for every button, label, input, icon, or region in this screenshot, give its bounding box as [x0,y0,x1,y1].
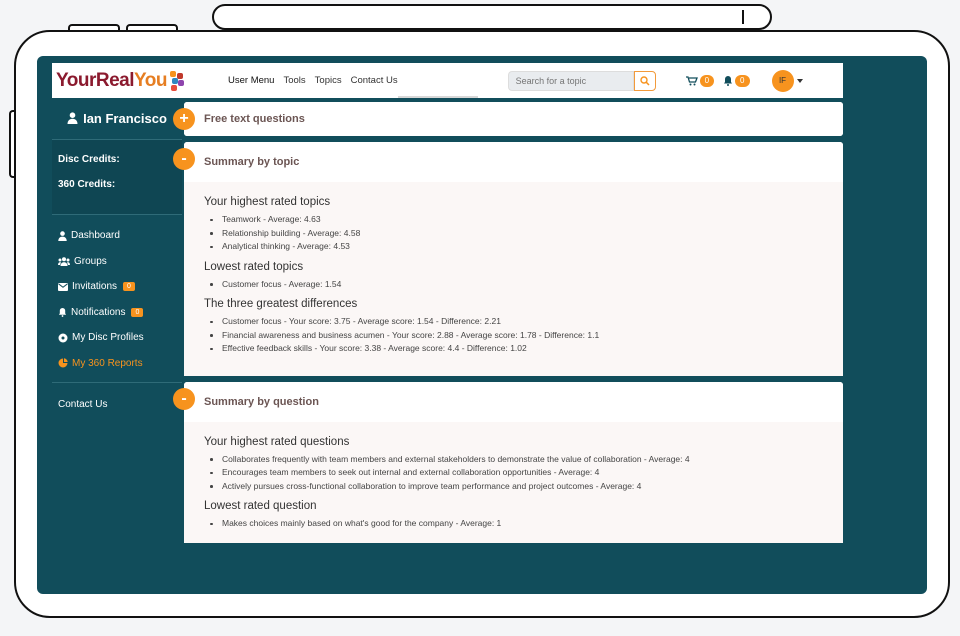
panel-header-summary-by-question[interactable] [181,382,843,422]
panel-body-summary-by-topic [184,182,843,376]
panel-free-text [179,102,843,136]
nav-topics[interactable]: Topics [314,75,342,86]
nav-user-menu[interactable]: User Menu [228,75,275,86]
list-item: Relationship building - Average: 4.58 [204,227,823,241]
sidebar-user [52,102,182,134]
envelope-icon [58,283,68,291]
panel-summary-by-topic [181,142,843,376]
main-nav [228,63,398,98]
bell-icon [58,307,67,317]
sidebar-contact-us[interactable]: Contact Us [58,399,108,410]
lowest-questions-list [204,517,823,531]
sidebar-menu [52,215,182,376]
app-screen [37,56,927,594]
sidebar-item-label: Invitations [72,281,118,293]
user-name: Ian Francisco [83,110,167,126]
list-item: Actively pursues cross-functional collaboration to improve team performance and project outcomes - Average: 4 [204,480,844,494]
lowest-topics-list [204,278,823,292]
pie-chart-icon [58,358,68,368]
sidebar-item-label: My 360 Reports [72,357,143,369]
sidebar-item-label: Dashboard [71,230,120,242]
differences-list [204,315,823,356]
cart-icon [686,76,698,86]
sidebar [52,102,182,594]
disc-credits-label: Disc Credits: [58,154,120,165]
chevron-down-icon[interactable] [797,79,803,83]
list-item: Customer focus - Your score: 3.75 - Average score: 1.54 - Difference: 2.21 [204,315,823,329]
section-title: Lowest rated topics [204,260,304,273]
highest-topics-list [204,213,823,254]
invitations-count-badge: 0 [123,282,135,291]
main-content [179,102,843,549]
nav-spacer [398,63,478,98]
list-item: Encourages team members to seek out internal and external collaboration opportunities - Average: 4 [204,466,844,480]
section-title: Lowest rated question [204,500,317,512]
nav-tools[interactable]: Tools [283,75,306,86]
expand-toggle-button[interactable]: + [173,108,195,130]
users-icon [58,257,70,266]
bell-icon [723,75,733,86]
logo-mark-icon [168,70,182,92]
section-title: Your highest rated topics [204,196,331,208]
list-item: Makes choices mainly based on what's good for the company - Average: 1 [204,517,823,531]
panel-body-summary-by-question [184,422,843,543]
sidebar-item-invitations[interactable] [52,274,182,300]
collapse-toggle-button[interactable]: - [173,148,195,170]
list-item: Financial awareness and business acumen - Your score: 2.88 - Average score: 1.78 - Difference: 1.1 [204,329,823,343]
highest-questions-list [204,453,704,494]
sidebar-item-notifications[interactable] [52,300,182,326]
credits-360-label: 360 Credits: [58,179,116,190]
panel-title: Free text questions [204,113,305,125]
disc-icon [58,333,68,343]
notifications-count-badge: 0 [735,75,749,87]
top-navbar [52,63,843,98]
search-icon [640,76,650,86]
panel-title: Summary by topic [204,156,300,168]
user-icon [58,231,67,241]
cart-count-badge: 0 [700,75,714,87]
sidebar-item-360-reports[interactable] [52,351,182,377]
section-title: The three greatest differences [204,298,358,310]
list-item: Collaborates frequently with team members and external stakeholders to demonstrate the value of collaboration - Average: 4 [204,453,704,467]
panel-header-free-text[interactable] [179,102,843,136]
tablet-pencil [212,4,772,30]
panel-header-summary-by-topic[interactable] [181,142,843,182]
list-item: Analytical thinking - Average: 4.53 [204,240,823,254]
notifications-count-badge: 0 [131,308,143,317]
sidebar-item-label: Notifications [71,306,126,318]
nav-contact-us[interactable]: Contact Us [350,75,398,86]
list-item: Effective feedback skills - Your score: 3.38 - Average score: 4.4 - Difference: 1.02 [204,342,823,356]
cart-button[interactable] [686,75,714,87]
user-icon [67,112,78,124]
search-button[interactable] [634,71,656,91]
list-item: Teamwork - Average: 4.63 [204,213,823,227]
sidebar-item-groups[interactable] [52,249,182,275]
search-box [508,70,656,92]
sidebar-item-dashboard[interactable] [52,223,182,249]
panel-title: Summary by question [204,395,319,408]
panel-summary-by-question [181,382,843,543]
credits-block [52,140,182,214]
list-item: Customer focus - Average: 1.54 [204,278,823,292]
sidebar-item-label: My Disc Profiles [72,332,144,344]
section-title: Your highest rated questions [204,435,350,448]
collapse-toggle-button[interactable]: - [173,388,195,410]
search-input[interactable] [508,71,634,91]
brand-logo[interactable]: YourReal You [52,63,182,98]
user-avatar[interactable]: IF [772,70,794,92]
notifications-button[interactable] [723,75,749,87]
sidebar-item-disc-profiles[interactable] [52,325,182,351]
sidebar-item-label: Groups [74,255,107,267]
